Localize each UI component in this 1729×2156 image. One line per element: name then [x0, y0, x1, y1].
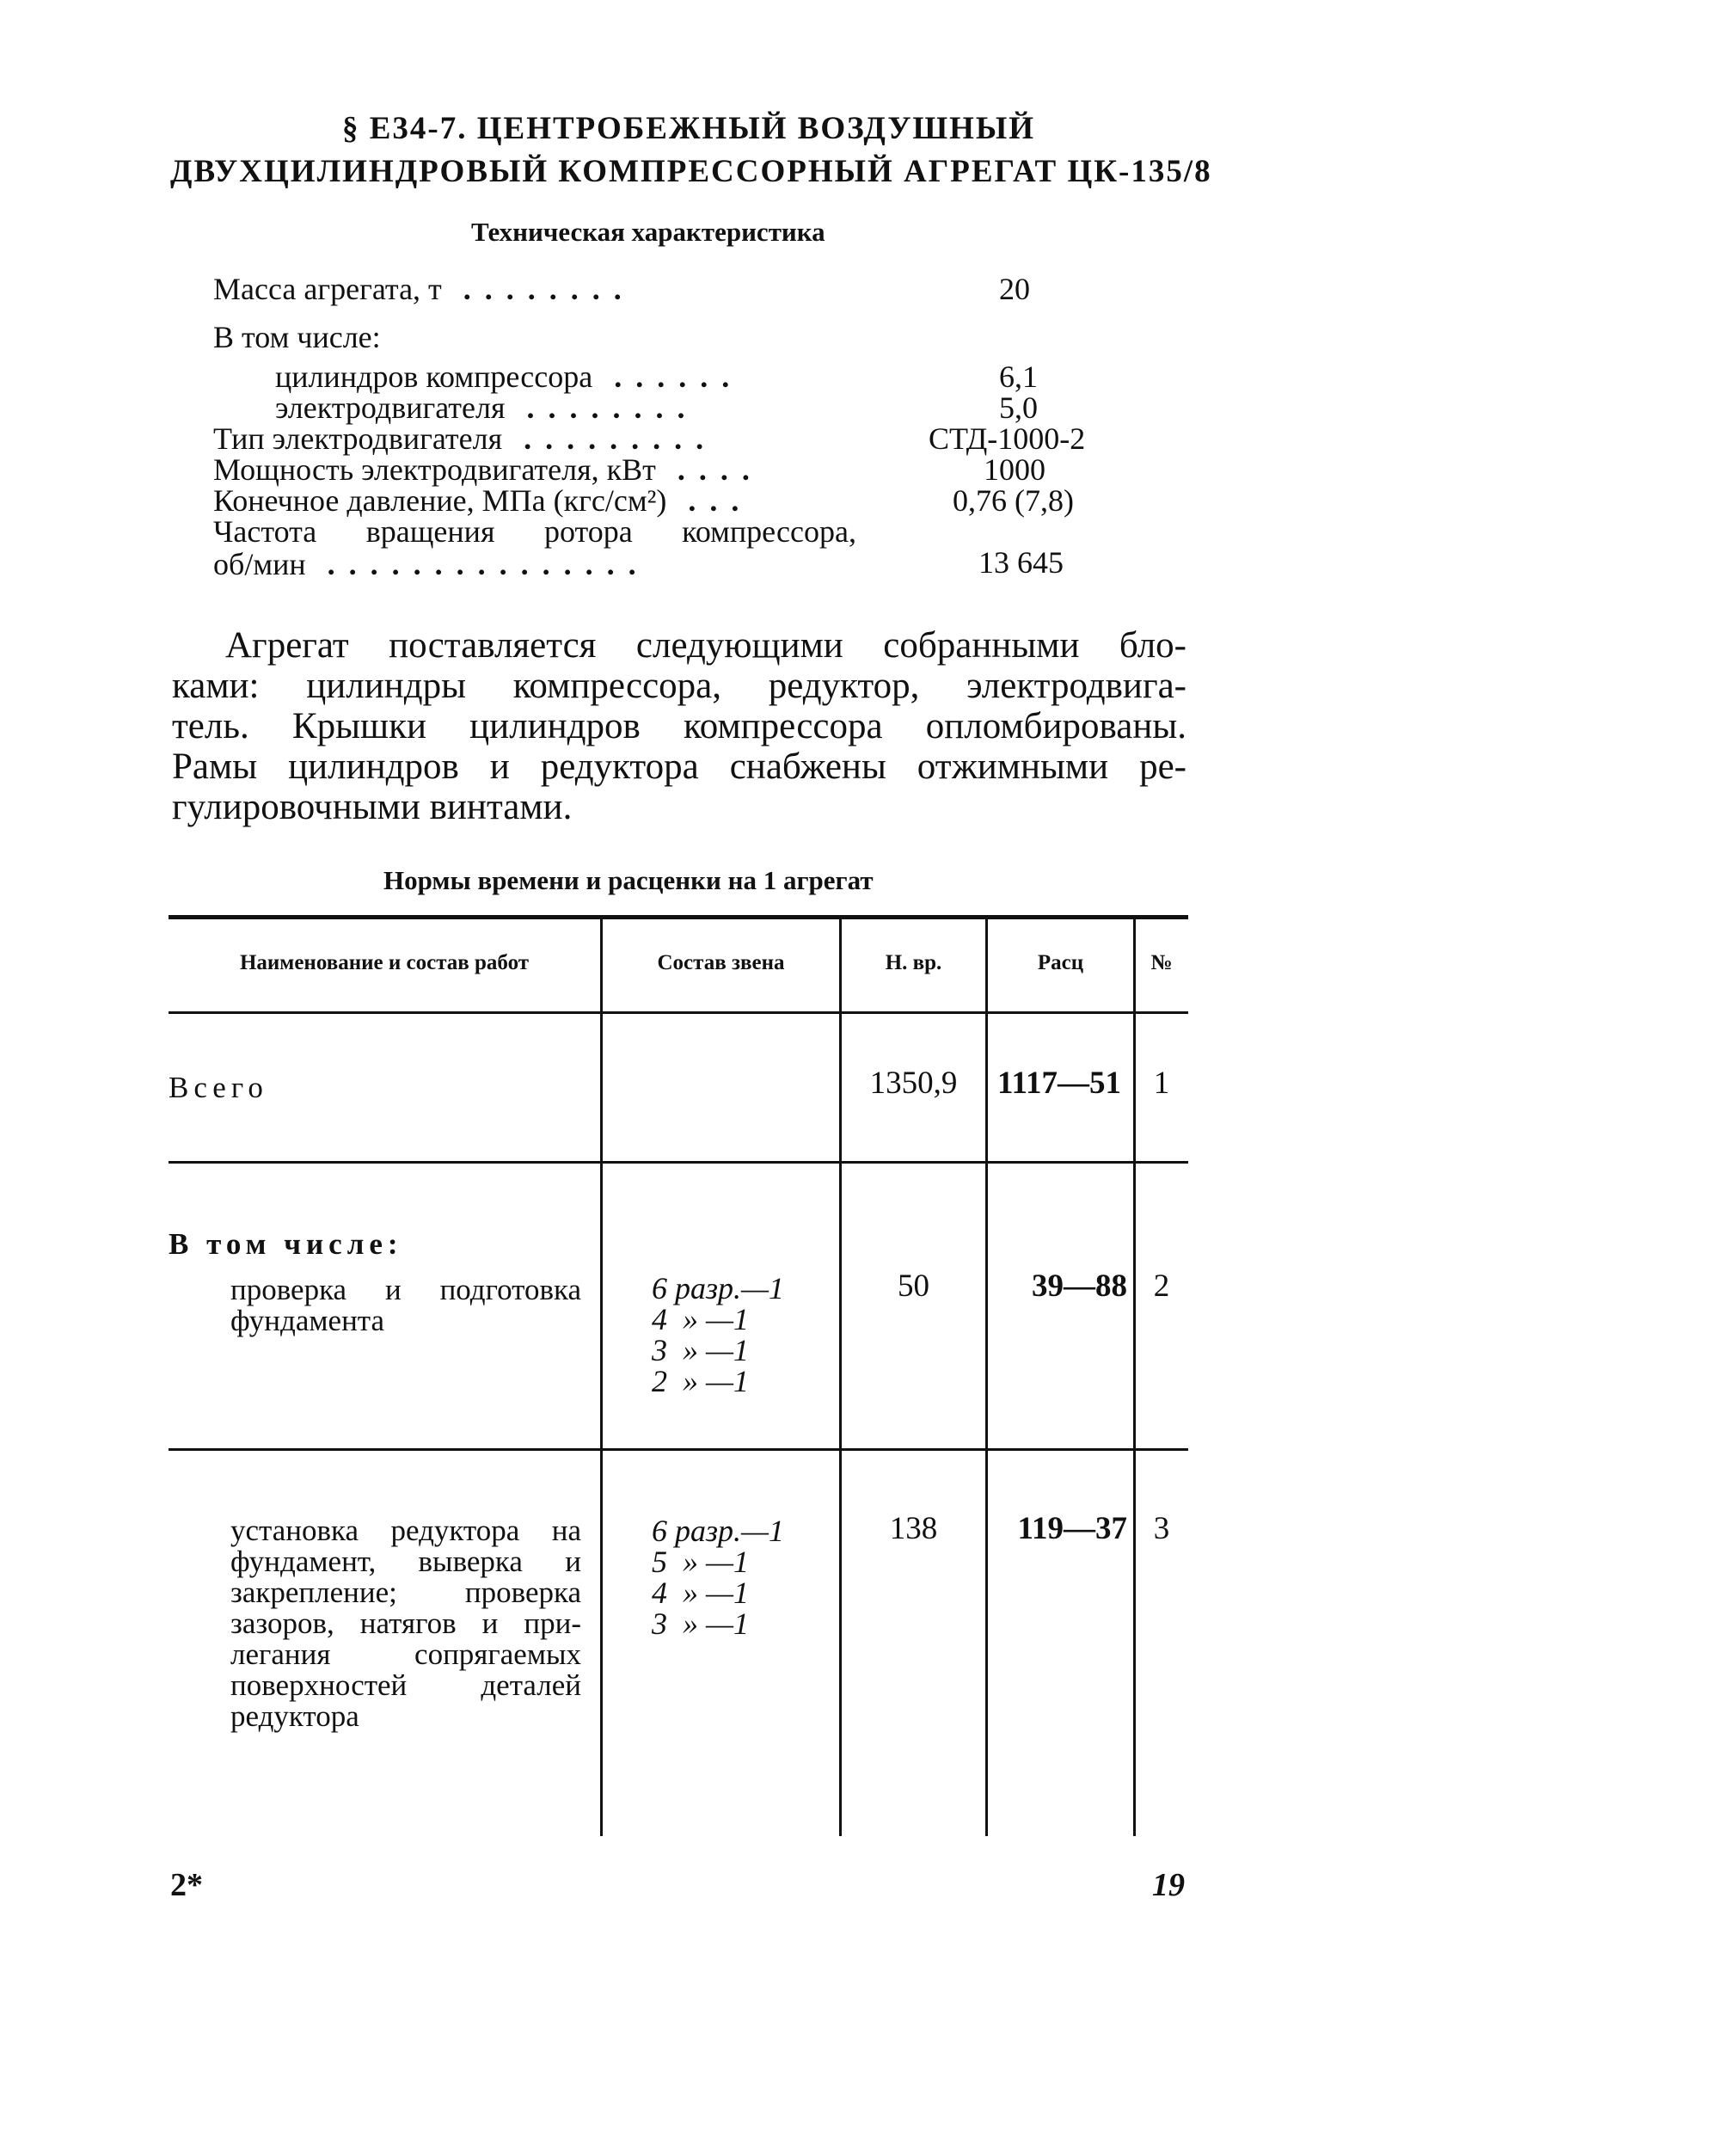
- spec-heading: Техническая характеристика: [471, 217, 825, 247]
- spec-cyl-value: 6,1: [999, 359, 1038, 394]
- header-rate: Расц: [1037, 951, 1084, 974]
- leader-dots: ........: [441, 272, 635, 306]
- table-top-rule: [169, 915, 1188, 919]
- table-header-rule: [169, 1011, 1188, 1014]
- row3-crew: [652, 1515, 784, 1639]
- row2-norm: 50: [898, 1268, 929, 1304]
- row1-number: 1: [1153, 1066, 1170, 1101]
- paragraph-line: гулировочными винтами.: [172, 787, 573, 827]
- spec-motor-value: 5,0: [999, 390, 1038, 425]
- column-divider: [985, 919, 988, 1836]
- row2-name-line: фундамента: [230, 1304, 385, 1337]
- paragraph-line: Агрегат поставляется следующими собранными бло-: [225, 625, 1186, 666]
- table-caption: Нормы времени и расценки на 1 агрегат: [383, 865, 874, 895]
- spec-type-label: Тип электродвигателя .........: [213, 421, 718, 456]
- paragraph-line: Рамы цилиндров и редуктора снабжены отжимными ре-: [172, 746, 1186, 787]
- row3-name-line: редуктора: [230, 1699, 359, 1733]
- spec-cyl-label: цилиндров компрессора ......: [275, 359, 744, 394]
- row1-rate: 1117—51: [997, 1066, 1121, 1101]
- leader-dots: ....: [655, 452, 763, 487]
- crew-line: 4 » —1: [652, 1576, 750, 1610]
- crew-line: 5 » —1: [652, 1545, 750, 1579]
- row3-name-line: поверхностей деталей: [230, 1668, 581, 1702]
- row2-prefix: В том числе:: [169, 1227, 403, 1261]
- row3-name-line: легания сопрягаемых: [230, 1637, 581, 1671]
- row2-rate: 39—88: [1032, 1268, 1127, 1304]
- signature-mark: 2*: [170, 1867, 203, 1903]
- paragraph-line: тель. Крышки цилиндров компрессора опломбированы.: [172, 706, 1186, 746]
- page-number: 19: [1152, 1867, 1185, 1903]
- column-divider: [1133, 919, 1136, 1836]
- row3-name-line: установка редуктора на: [230, 1514, 581, 1547]
- row3-rate: 119—37: [1017, 1511, 1127, 1546]
- section-title-line1: § Е34-7. ЦЕНТРОБЕЖНЫЙ ВОЗДУШНЫЙ: [342, 111, 1036, 146]
- row3-name-line: зазоров, натягов и при-: [230, 1606, 581, 1640]
- crew-line: 6 разр.—1: [652, 1514, 785, 1548]
- leader-dots: ........: [505, 390, 699, 425]
- column-divider: [600, 919, 603, 1836]
- row3-number: 3: [1153, 1511, 1170, 1546]
- crew-line: 4 » —1: [652, 1302, 750, 1336]
- crew-line: 3 » —1: [652, 1606, 750, 1641]
- spec-type-value: СТД-1000-2: [929, 421, 1086, 456]
- leader-dots: .........: [502, 421, 718, 456]
- spec-speed-label-1: Частота вращения ротора компрессора,: [213, 514, 856, 549]
- spec-mass-label: Масса агрегата, т ........: [213, 272, 635, 306]
- spec-incl-label: В том числе:: [213, 320, 381, 354]
- paragraph-line: ками: цилиндры компрессора, редуктор, электродвига-: [172, 666, 1186, 706]
- row1-norm: 1350,9: [869, 1066, 958, 1101]
- row3-name-line: закрепление; проверка: [230, 1576, 581, 1609]
- row2-number: 2: [1153, 1268, 1170, 1304]
- leader-dots: ......: [592, 359, 744, 394]
- row3-norm: 138: [889, 1511, 938, 1546]
- header-number: №: [1150, 951, 1173, 974]
- row1-name: Всего: [169, 1071, 268, 1104]
- spec-motor-label: электродвигателя ........: [275, 390, 699, 425]
- crew-line: 3 » —1: [652, 1333, 750, 1367]
- spec-pressure-label: Конечное давление, МПа (кгс/см²) ...: [213, 483, 753, 518]
- row2-name-line: проверка и подготовка: [230, 1273, 581, 1306]
- row-separator: [169, 1448, 1188, 1451]
- header-norm: Н. вр.: [885, 951, 942, 974]
- row3-name-line: фундамент, выверка и: [230, 1545, 581, 1578]
- row-separator: [169, 1161, 1188, 1164]
- row2-crew: [652, 1273, 784, 1397]
- spec-speed-label-2: об/мин ...............: [213, 547, 650, 581]
- leader-dots: ...: [666, 483, 753, 518]
- spec-mass-value: 20: [999, 272, 1030, 306]
- spec-power-label: Мощность электродвигателя, кВт ....: [213, 452, 763, 487]
- spec-power-value: 1000: [984, 452, 1045, 487]
- leader-dots: ...............: [305, 547, 650, 581]
- header-name: Наименование и состав работ: [239, 951, 530, 974]
- column-divider: [839, 919, 842, 1836]
- crew-line: 2 » —1: [652, 1364, 750, 1398]
- crew-line: 6 разр.—1: [652, 1271, 785, 1305]
- spec-pressure-value: 0,76 (7,8): [953, 483, 1074, 518]
- header-crew: Состав звена: [657, 951, 785, 974]
- spec-speed-value: 13 645: [978, 545, 1064, 580]
- section-title-line2: ДВУХЦИЛИНДРОВЫЙ КОМПРЕССОРНЫЙ АГРЕГАТ ЦК-135/8: [170, 154, 1212, 189]
